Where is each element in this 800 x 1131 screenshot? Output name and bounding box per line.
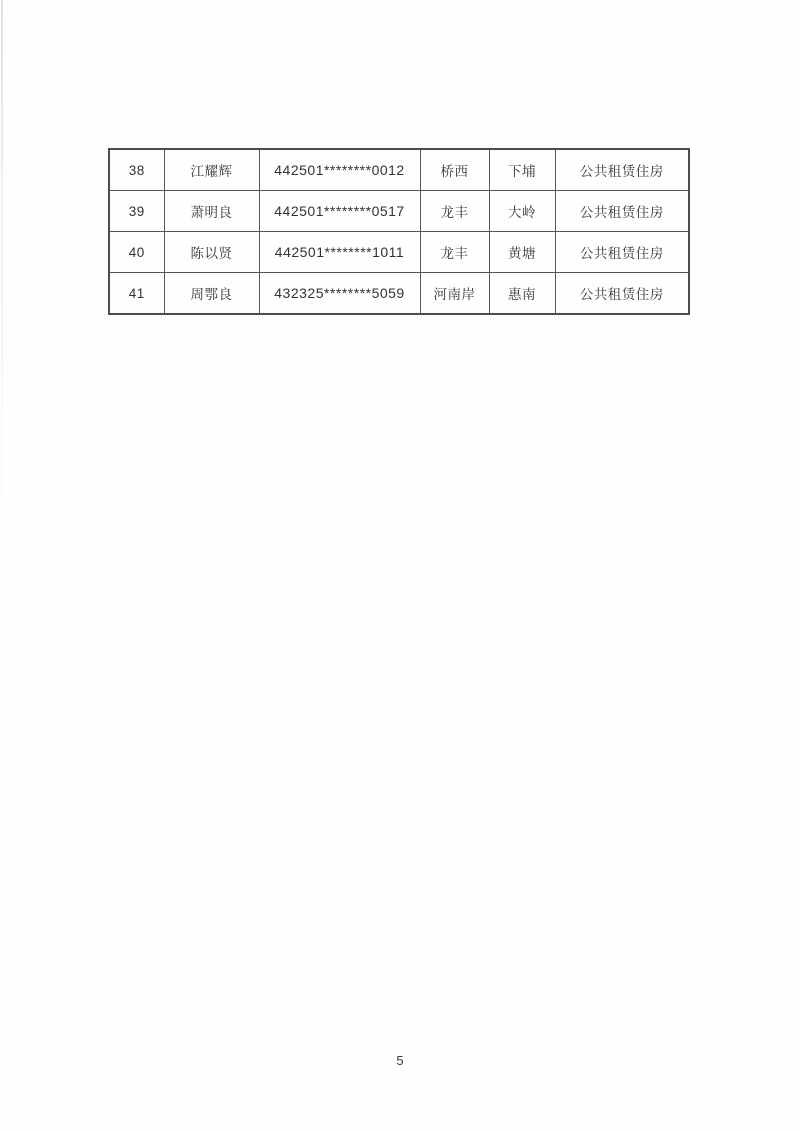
cell-serial-number: 41 [109, 273, 164, 315]
applicant-table [108, 148, 690, 315]
cell-sub-district: 黄塘 [489, 232, 555, 273]
page-number: 5 [396, 1053, 404, 1068]
cell-sub-district: 下埔 [489, 149, 555, 191]
cell-serial-number: 38 [109, 149, 164, 191]
table-row [109, 273, 689, 315]
cell-housing-type: 公共租赁住房 [555, 273, 689, 315]
cell-serial-number: 40 [109, 232, 164, 273]
cell-sub-district: 惠南 [489, 273, 555, 315]
table-row [109, 232, 689, 273]
table-row [109, 149, 689, 191]
table-row [109, 191, 689, 232]
cell-sub-district: 大岭 [489, 191, 555, 232]
cell-id-number: 442501********0517 [259, 191, 420, 232]
cell-name: 江耀辉 [164, 149, 259, 191]
cell-housing-type: 公共租赁住房 [555, 191, 689, 232]
cell-serial-number: 39 [109, 191, 164, 232]
cell-district: 龙丰 [420, 191, 489, 232]
cell-id-number: 442501********0012 [259, 149, 420, 191]
cell-name: 萧明良 [164, 191, 259, 232]
cell-housing-type: 公共租赁住房 [555, 232, 689, 273]
cell-id-number: 432325********5059 [259, 273, 420, 315]
table-body [109, 149, 689, 314]
cell-name: 陈以贤 [164, 232, 259, 273]
cell-id-number: 442501********1011 [259, 232, 420, 273]
cell-district: 河南岸 [420, 273, 489, 315]
cell-district: 龙丰 [420, 232, 489, 273]
cell-housing-type: 公共租赁住房 [555, 149, 689, 191]
scan-edge-artifact [1, 0, 3, 1131]
cell-name: 周鄂良 [164, 273, 259, 315]
cell-district: 桥西 [420, 149, 489, 191]
